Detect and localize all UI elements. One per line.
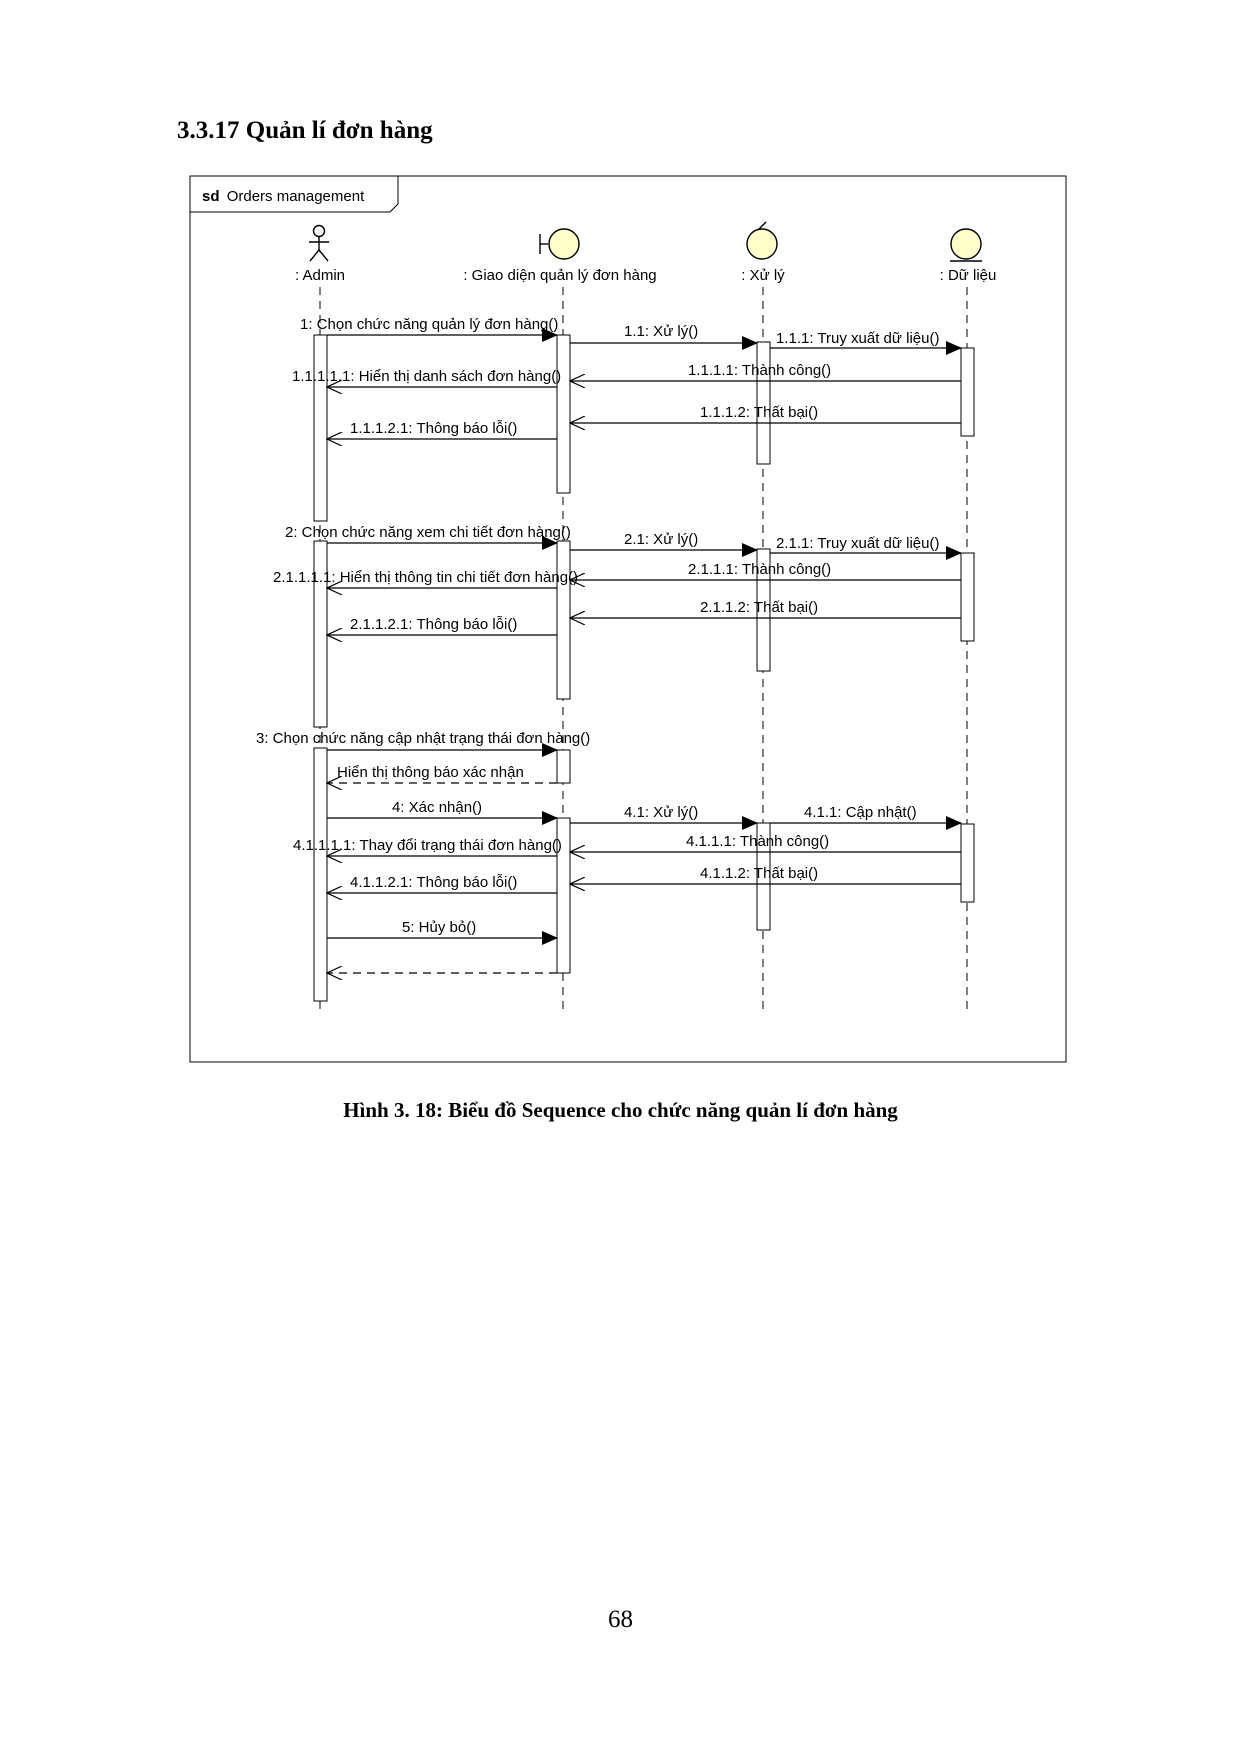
message-label: 2.1.1: Truy xuất dữ liệu() — [776, 535, 940, 552]
entity-icon — [950, 229, 982, 261]
message-label: 1.1.1.2.1: Thông báo lỗi() — [350, 420, 518, 437]
activation-data-1 — [961, 348, 974, 436]
actor-icon — [309, 226, 329, 262]
frame-name: Orders management — [226, 188, 365, 205]
message-label: 1.1.1.1.1: Hiển thị danh sách đơn hàng() — [292, 368, 562, 385]
message-label: 2: Chọn chức năng xem chi tiết đơn hàng() — [285, 524, 571, 541]
activation-ui-3 — [557, 750, 570, 783]
lifeline-label-ui: : Giao diện quản lý đơn hàng — [463, 267, 657, 284]
message-label: 1.1.1.2: Thất bại() — [700, 404, 819, 421]
message-label: Hiển thị thông báo xác nhận — [337, 764, 524, 781]
message-label: 2.1.1.2.1: Thông báo lỗi() — [350, 616, 518, 633]
message-label: 2.1.1.1: Thành công() — [688, 561, 832, 578]
message-label: 2.1.1.2: Thất bại() — [700, 599, 819, 616]
message-label: 2.1.1.1.1: Hiển thị thông tin chi tiết đơn hàng() — [273, 569, 579, 586]
activation-ctrl-1 — [757, 342, 770, 464]
message-label: 1.1.1.1: Thành công() — [688, 362, 832, 379]
message-label: 4.1.1.1.1: Thay đổi trạng thái đơn hàng() — [293, 837, 562, 854]
lifeline-label-ctrl: : Xử lý — [741, 267, 785, 284]
activation-ui-2 — [557, 541, 570, 699]
control-icon — [747, 222, 777, 259]
frame-keyword: sd — [202, 188, 220, 205]
activation-ui-1 — [557, 335, 570, 493]
message-label: 3: Chọn chức năng cập nhật trạng thái đơn hàng() — [256, 730, 591, 747]
message-label: 4.1.1.2.1: Thông báo lỗi() — [350, 874, 518, 891]
lifeline-label-data: : Dữ liệu — [939, 267, 997, 284]
section-heading: 3.3.17 Quản lí đơn hàng — [177, 117, 433, 144]
message-label: 1.1: Xử lý() — [624, 323, 699, 340]
message-label: 4.1.1.2: Thất bại() — [700, 865, 819, 882]
message-label: 4.1: Xử lý() — [624, 804, 699, 821]
message-label: 4: Xác nhận() — [392, 799, 483, 816]
message-label: 1: Chọn chức năng quản lý đơn hàng() — [300, 316, 559, 333]
lifeline-label-admin: : Admin — [294, 267, 346, 284]
boundary-icon — [540, 229, 579, 259]
message-label: 4.1.1.1: Thành công() — [686, 833, 830, 850]
activation-data-2 — [961, 553, 974, 641]
message-label: 2.1: Xử lý() — [624, 531, 699, 548]
activation-admin-3 — [314, 748, 327, 1001]
frame-label — [202, 188, 365, 205]
message-label: 1.1.1: Truy xuất dữ liệu() — [776, 330, 940, 347]
page-number: 68 — [608, 1606, 633, 1633]
figure-caption: Hình 3. 18: Biểu đồ Sequence cho chức năng quản lí đơn hàng — [343, 1098, 898, 1122]
activation-admin-1 — [314, 335, 327, 521]
message-label: 4.1.1: Cập nhật() — [804, 804, 917, 821]
activation-data-3 — [961, 824, 974, 902]
message-label: 5: Hủy bỏ() — [402, 919, 477, 936]
